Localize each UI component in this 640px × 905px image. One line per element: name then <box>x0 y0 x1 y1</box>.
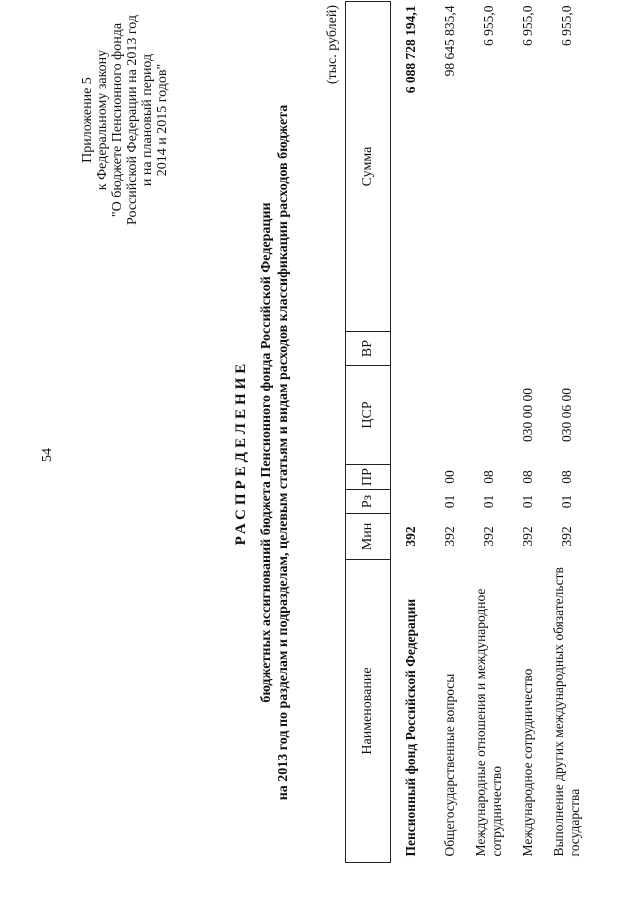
appendix-line: к Федеральному закону <box>95 49 110 191</box>
cell-csr <box>430 366 469 465</box>
appendix-line: Российской Федерации на 2013 год <box>125 15 140 225</box>
cell-name: Пенсионный фонд Российской Федерации <box>402 598 418 857</box>
units-label: (тыс. рублей) <box>325 5 340 85</box>
cell-min: 392 <box>480 526 496 547</box>
cell-vr <box>469 332 508 366</box>
cell-pr: 08 <box>558 470 574 484</box>
cell-vr <box>430 332 469 366</box>
cell-vr <box>391 332 431 366</box>
cell-csr <box>391 366 431 465</box>
appendix-line: 2014 и 2015 годов" <box>155 63 170 177</box>
header-vr: ВР <box>346 332 391 366</box>
cell-pr: 08 <box>480 470 496 484</box>
cell-sum: 6 955,0 <box>558 5 574 46</box>
table-row <box>391 2 431 863</box>
table-header-row <box>346 2 391 863</box>
cell-sum: 98 645 835,4 <box>441 5 457 77</box>
table-row <box>469 2 508 863</box>
cell-sum: 6 955,0 <box>480 5 496 46</box>
table-row <box>508 2 547 863</box>
budget-table <box>345 1 586 863</box>
document-title: РАСПРЕДЕЛЕНИЕ <box>233 359 249 546</box>
cell-rz: 01 <box>558 494 574 509</box>
document-subtitle: бюджетных ассигнований бюджета Пенсионного фонда Российской Федерации <box>259 202 274 703</box>
cell-min: 392 <box>558 526 574 547</box>
cell-vr <box>508 332 547 366</box>
appendix-line: "О бюджете Пенсионного фонда <box>110 22 125 218</box>
cell-csr: 030 06 00 <box>558 388 574 442</box>
page-number: 54 <box>40 448 55 462</box>
cell-name: Международные отношения и международное сотрудничество <box>472 588 504 857</box>
cell-pr: 08 <box>519 470 535 484</box>
document-subtitle: на 2013 год по разделам и подразделам, целевым статьям и видам расходов классификации расходов бюджета <box>276 104 291 801</box>
cell-pr: 00 <box>441 470 457 484</box>
cell-pr <box>391 465 431 490</box>
header-sum: Сумма <box>346 2 391 332</box>
cell-name: Выполнение других международных обязательств государства <box>550 567 582 857</box>
cell-name: Международное сотрудничество <box>519 668 535 857</box>
cell-rz: 01 <box>480 494 496 509</box>
appendix-line: Приложение 5 <box>80 77 95 163</box>
cell-name: Общегосударственные вопросы <box>441 673 457 857</box>
cell-min: 392 <box>441 526 457 547</box>
header-min: Мин <box>346 514 391 560</box>
table-row <box>547 2 586 863</box>
cell-sum: 6 955,0 <box>519 5 535 46</box>
header-rz: Рз <box>346 490 391 514</box>
header-name: Наименование <box>346 560 391 863</box>
table-row <box>430 2 469 863</box>
cell-sum: 6 088 728 194,1 <box>402 5 418 94</box>
cell-rz: 01 <box>519 494 535 509</box>
cell-csr <box>469 366 508 465</box>
appendix-header <box>80 5 170 235</box>
appendix-line: и на плановый период <box>140 53 155 187</box>
cell-csr: 030 00 00 <box>519 388 535 442</box>
cell-min: 392 <box>519 526 535 547</box>
header-csr: ЦСР <box>346 366 391 465</box>
cell-rz: 01 <box>441 494 457 509</box>
cell-rz <box>391 490 431 514</box>
cell-min: 392 <box>402 526 418 547</box>
cell-vr <box>547 332 586 366</box>
header-pr: ПР <box>346 465 391 490</box>
